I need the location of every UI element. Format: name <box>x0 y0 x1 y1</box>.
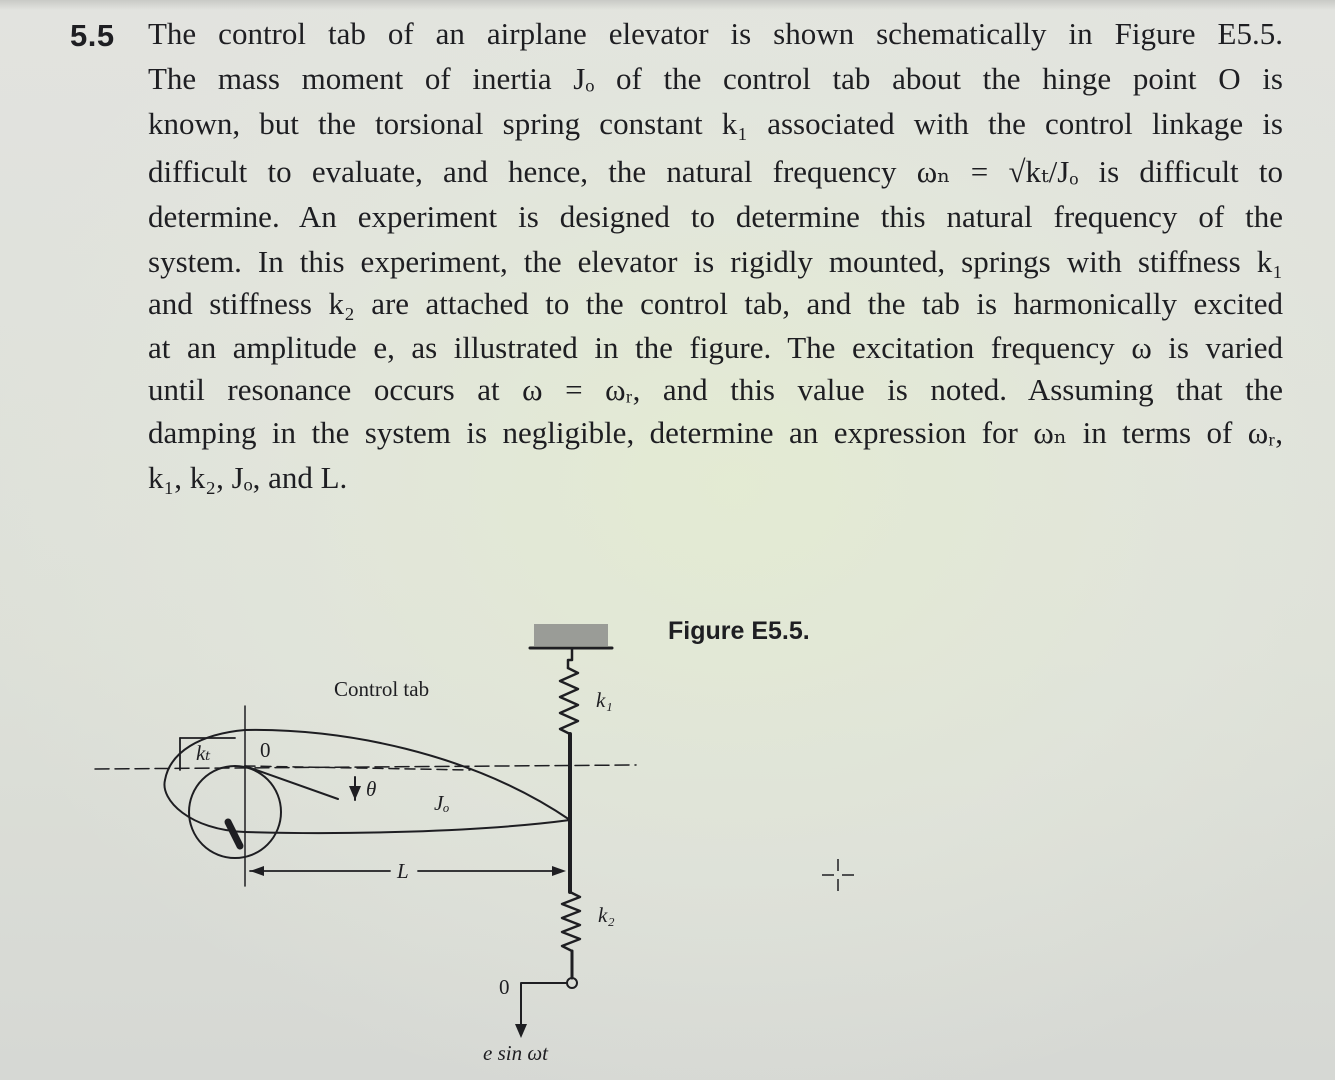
excitation-arrow <box>515 1024 527 1038</box>
problem-text-line: difficult to evaluate, and hence, the natural frequency ωₙ = √kₜ/Jₒ is difficult to <box>148 154 1283 189</box>
problem-text-line: The mass moment of inertia Jₒ of the control tab about the hinge point O is <box>148 61 1283 96</box>
k1-connector <box>568 648 572 668</box>
length-arrow-left <box>250 866 264 876</box>
excitation-arm <box>521 983 567 1026</box>
problem-text-line: k₁, k₂, Jₒ, and L. <box>148 460 348 495</box>
problem-text-line: and stiffness k₂ are attached to the control tab, and the tab is harmonically excited <box>148 286 1283 321</box>
kt-label: kₜ <box>196 741 211 765</box>
jo-label: Jₒ <box>434 791 450 815</box>
k1-label: k₁ <box>596 688 613 712</box>
crosshair-icon <box>820 857 856 893</box>
theta-arrow-head <box>349 786 361 800</box>
problem-text-line: determine. An experiment is designed to determine this natural frequency of the <box>148 199 1283 234</box>
excitation-origin-label: 0 <box>499 975 510 999</box>
control-tab-label: Control tab <box>334 677 430 701</box>
hinge-point-label: 0 <box>260 738 271 762</box>
problem-text-line: known, but the torsional spring constant k₁ associated with the control linkage is <box>148 106 1283 141</box>
length-label: L <box>397 859 409 883</box>
problem-text-line: at an amplitude e, as illustrated in the figure. The excitation frequency ω is varied <box>148 330 1283 365</box>
problem-text-line: damping in the system is negligible, determine an expression for ωₙ in terms of ωᵣ, <box>148 415 1283 450</box>
theta-label: θ <box>366 777 377 801</box>
problem-text-line: until resonance occurs at ω = ωᵣ, and this value is noted. Assuming that the <box>148 372 1283 407</box>
torsional-spring-mark <box>228 822 240 846</box>
length-arrow-right <box>552 866 566 876</box>
figure-caption: Figure E5.5. <box>668 617 810 645</box>
theta-indicator-line <box>245 766 338 799</box>
problem-text-line: system. In this experiment, the elevator is rigidly mounted, springs with stiffness k₁ <box>148 244 1283 279</box>
ground-hatch <box>534 624 608 646</box>
torsional-spring-circle <box>189 766 281 858</box>
problem-number: 5.5 <box>70 18 115 53</box>
excitation-label: e sin ωt <box>483 1041 548 1065</box>
k2-label: k₂ <box>598 903 615 927</box>
spring-k2 <box>562 892 580 951</box>
problem-text-line: The control tab of an airplane elevator is shown schematically in Figure E5.5. <box>148 16 1283 51</box>
spring-k1 <box>560 668 578 734</box>
